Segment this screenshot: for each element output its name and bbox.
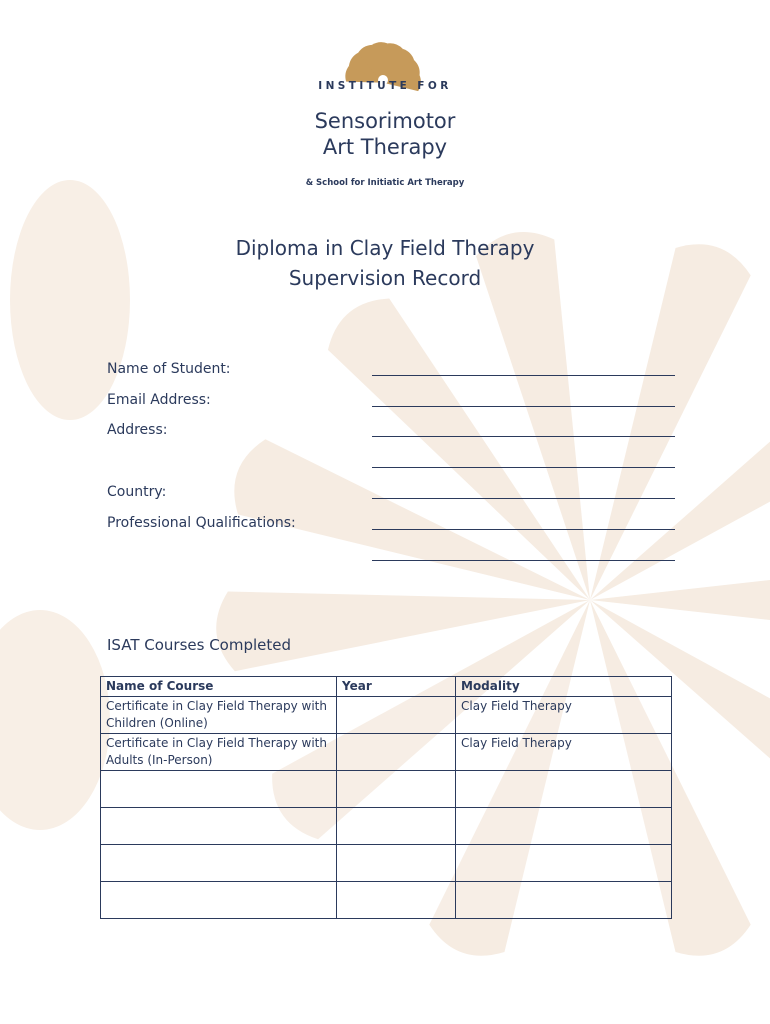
qualifications-field-line2[interactable] — [372, 560, 675, 561]
course-modality-cell[interactable] — [456, 771, 672, 808]
course-name-cell[interactable] — [101, 771, 337, 808]
column-header-year: Year — [337, 677, 456, 697]
email-address-field[interactable] — [372, 406, 675, 407]
course-name-cell[interactable] — [101, 845, 337, 882]
table-header-row — [101, 677, 672, 697]
table-row — [101, 845, 672, 882]
qualifications-label: Professional Qualifications: — [107, 515, 296, 531]
course-year-cell[interactable] — [337, 697, 456, 734]
table-row — [101, 697, 672, 734]
course-name-cell[interactable]: Certificate in Clay Field Therapy with Children (Online) — [101, 697, 337, 734]
logo-tagline: & School for Initiatic Art Therapy — [305, 178, 465, 188]
course-year-cell[interactable] — [337, 882, 456, 919]
document-title: Diploma in Clay Field Therapy — [235, 236, 535, 260]
course-modality-cell[interactable] — [456, 808, 672, 845]
column-header-modality: Modality — [456, 677, 672, 697]
logo-institute-for: INSTITUTE FOR — [318, 80, 452, 92]
address-label: Address: — [107, 422, 168, 438]
course-name-cell[interactable] — [101, 808, 337, 845]
course-year-cell[interactable] — [337, 734, 456, 771]
course-modality-cell[interactable]: Clay Field Therapy — [456, 697, 672, 734]
course-year-cell[interactable] — [337, 845, 456, 882]
country-field[interactable] — [372, 498, 675, 499]
courses-section-heading: ISAT Courses Completed — [107, 636, 292, 654]
course-modality-cell[interactable] — [456, 882, 672, 919]
document-subtitle: Supervision Record — [288, 266, 482, 290]
course-year-cell[interactable] — [337, 808, 456, 845]
course-name-cell[interactable]: Certificate in Clay Field Therapy with Adults (In-Person) — [101, 734, 337, 771]
course-modality-cell[interactable] — [456, 845, 672, 882]
column-header-course: Name of Course — [101, 677, 337, 697]
course-year-cell[interactable] — [337, 771, 456, 808]
courses-table — [100, 676, 672, 919]
table-row — [101, 771, 672, 808]
country-label: Country: — [107, 484, 167, 500]
email-address-label: Email Address: — [107, 392, 211, 408]
table-row — [101, 734, 672, 771]
address-field-line2[interactable] — [372, 467, 675, 468]
address-field-line1[interactable] — [372, 436, 675, 437]
qualifications-field-line1[interactable] — [372, 529, 675, 530]
course-name-cell[interactable] — [101, 882, 337, 919]
table-row — [101, 808, 672, 845]
logo-art-therapy: Art Therapy — [322, 135, 448, 159]
course-modality-cell[interactable]: Clay Field Therapy — [456, 734, 672, 771]
student-name-field[interactable] — [372, 375, 675, 376]
logo-sensorimotor: Sensorimotor — [314, 109, 456, 133]
table-row — [101, 882, 672, 919]
student-name-label: Name of Student: — [107, 361, 231, 377]
